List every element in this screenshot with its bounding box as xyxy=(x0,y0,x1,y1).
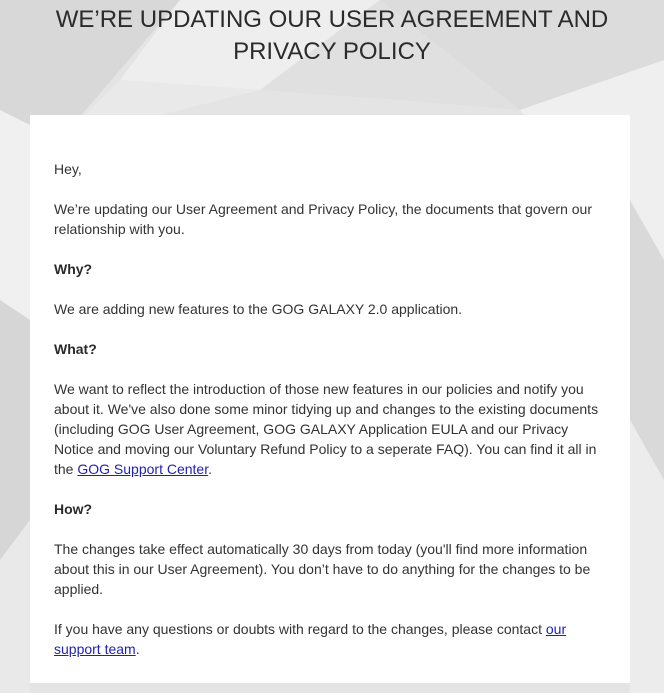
what-text: We want to reflect the introduction of those new features in our policies and notify you about it. We've also done some minor tidying up and changes to the existing documents (including GOG User Agreement, GOG GALAXY Application EULA and our Privacy Notice and moving our Voluntary Refund Policy to a seperate FAQ). You can find it all in the xyxy=(54,381,599,477)
support-team-link[interactable]: our support team xyxy=(54,621,567,657)
why-heading: Why? xyxy=(54,261,93,277)
headline-line-1: WE’RE UPDATING OUR USER AGREEMENT AND xyxy=(55,6,609,33)
how-paragraph: The changes take effect automatically 30 days from today (you'll find more information about this in our User Agreement). You don’t have to do anything for the changes to be applied. xyxy=(54,541,591,597)
what-end: . xyxy=(208,461,212,477)
why-paragraph: We are adding new features to the GOG GALAXY 2.0 application. xyxy=(54,301,463,317)
contact-text: If you have any questions or doubts with regard to the changes, please contact xyxy=(54,621,546,637)
intro-paragraph: We’re updating our User Agreement and Privacy Policy, the documents that govern our relationship with you. xyxy=(54,201,592,237)
email-body-card xyxy=(30,115,630,683)
page-header xyxy=(0,0,664,68)
contact-paragraph xyxy=(54,619,606,659)
what-heading: What? xyxy=(54,341,97,357)
how-heading: How? xyxy=(54,501,93,517)
headline xyxy=(0,4,664,68)
headline-line-2: PRIVACY POLICY xyxy=(233,38,431,65)
what-paragraph xyxy=(54,379,606,479)
gog-support-center-link[interactable]: GOG Support Center xyxy=(77,461,209,477)
contact-end: . xyxy=(135,641,140,657)
greeting: Hey, xyxy=(54,161,82,177)
